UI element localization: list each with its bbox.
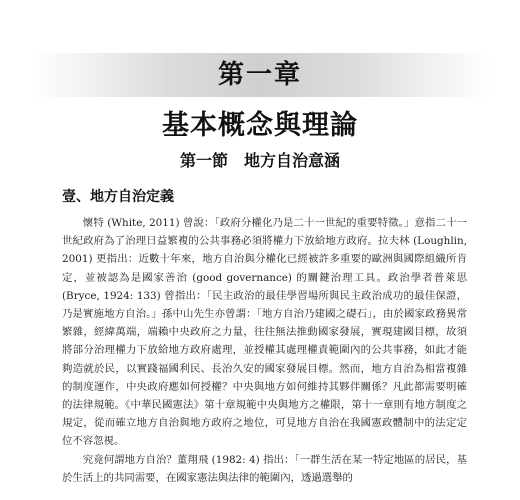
- body-paragraph: 究竟何謂地方自治？董翔飛 (1982: 4) 指出：「一群生活在某一特定地區的居民，基於生活上的共同需要，在國家憲法與法律的範圍內，透過選舉的: [62, 453, 467, 484]
- body-paragraph: 懷特 (White, 2011) 曾說：「政府分權化乃是二十一世紀的重要特徵。」意指二十一世紀政府為了治理日益繁複的公共事務必須將權力下放給地方政府。拉夫林 (Loughlin, 2001) 更指出：近數十年來，地方自治與分權化已經被許多重要的歐洲與國際組織所肯定，並被認為是國家善治 (good governance) 的關鍵治理工具。政治學者普萊思 (Bryce, 1924: 133) 曾指出：「民主政治的最佳學習場所與民主政治成功的最佳保證，乃是實施地方自治。」孫中山先生亦曾謂：「地方自治乃建國之礎石」，由於國家政務異常繁雜，經緯萬端，端賴中央政府之力量，往往無法推動國家發展，實現建國目標，故須將部分治理權力下放給地方政府處理，並授權其處理權責範圍內的公共事務，如此才能夠造就於民，以實踐福國利民、長治久安的國家發展目標。然而，地方自治為相當複雜的制度運作，中央政府應如何授權？中央與地方如何維持其夥伴關係？凡此都需要明確的法律規範。《中華民國憲法》第十章規範中央與地方之權限，第十一章則有地方制度之規定，從而確立地方自治與地方政府之地位，可見地方自治在我國憲政體制中的法定定位不容忽視。: [62, 217, 467, 448]
- section-title: 第一節 地方自治意涵: [179, 151, 340, 170]
- chapter-label: 第一章: [217, 60, 302, 90]
- subsection-heading: 壹、地方自治定義: [62, 189, 174, 205]
- body-text: [62, 214, 467, 487]
- chapter-title: 基本概念與理論: [162, 110, 358, 141]
